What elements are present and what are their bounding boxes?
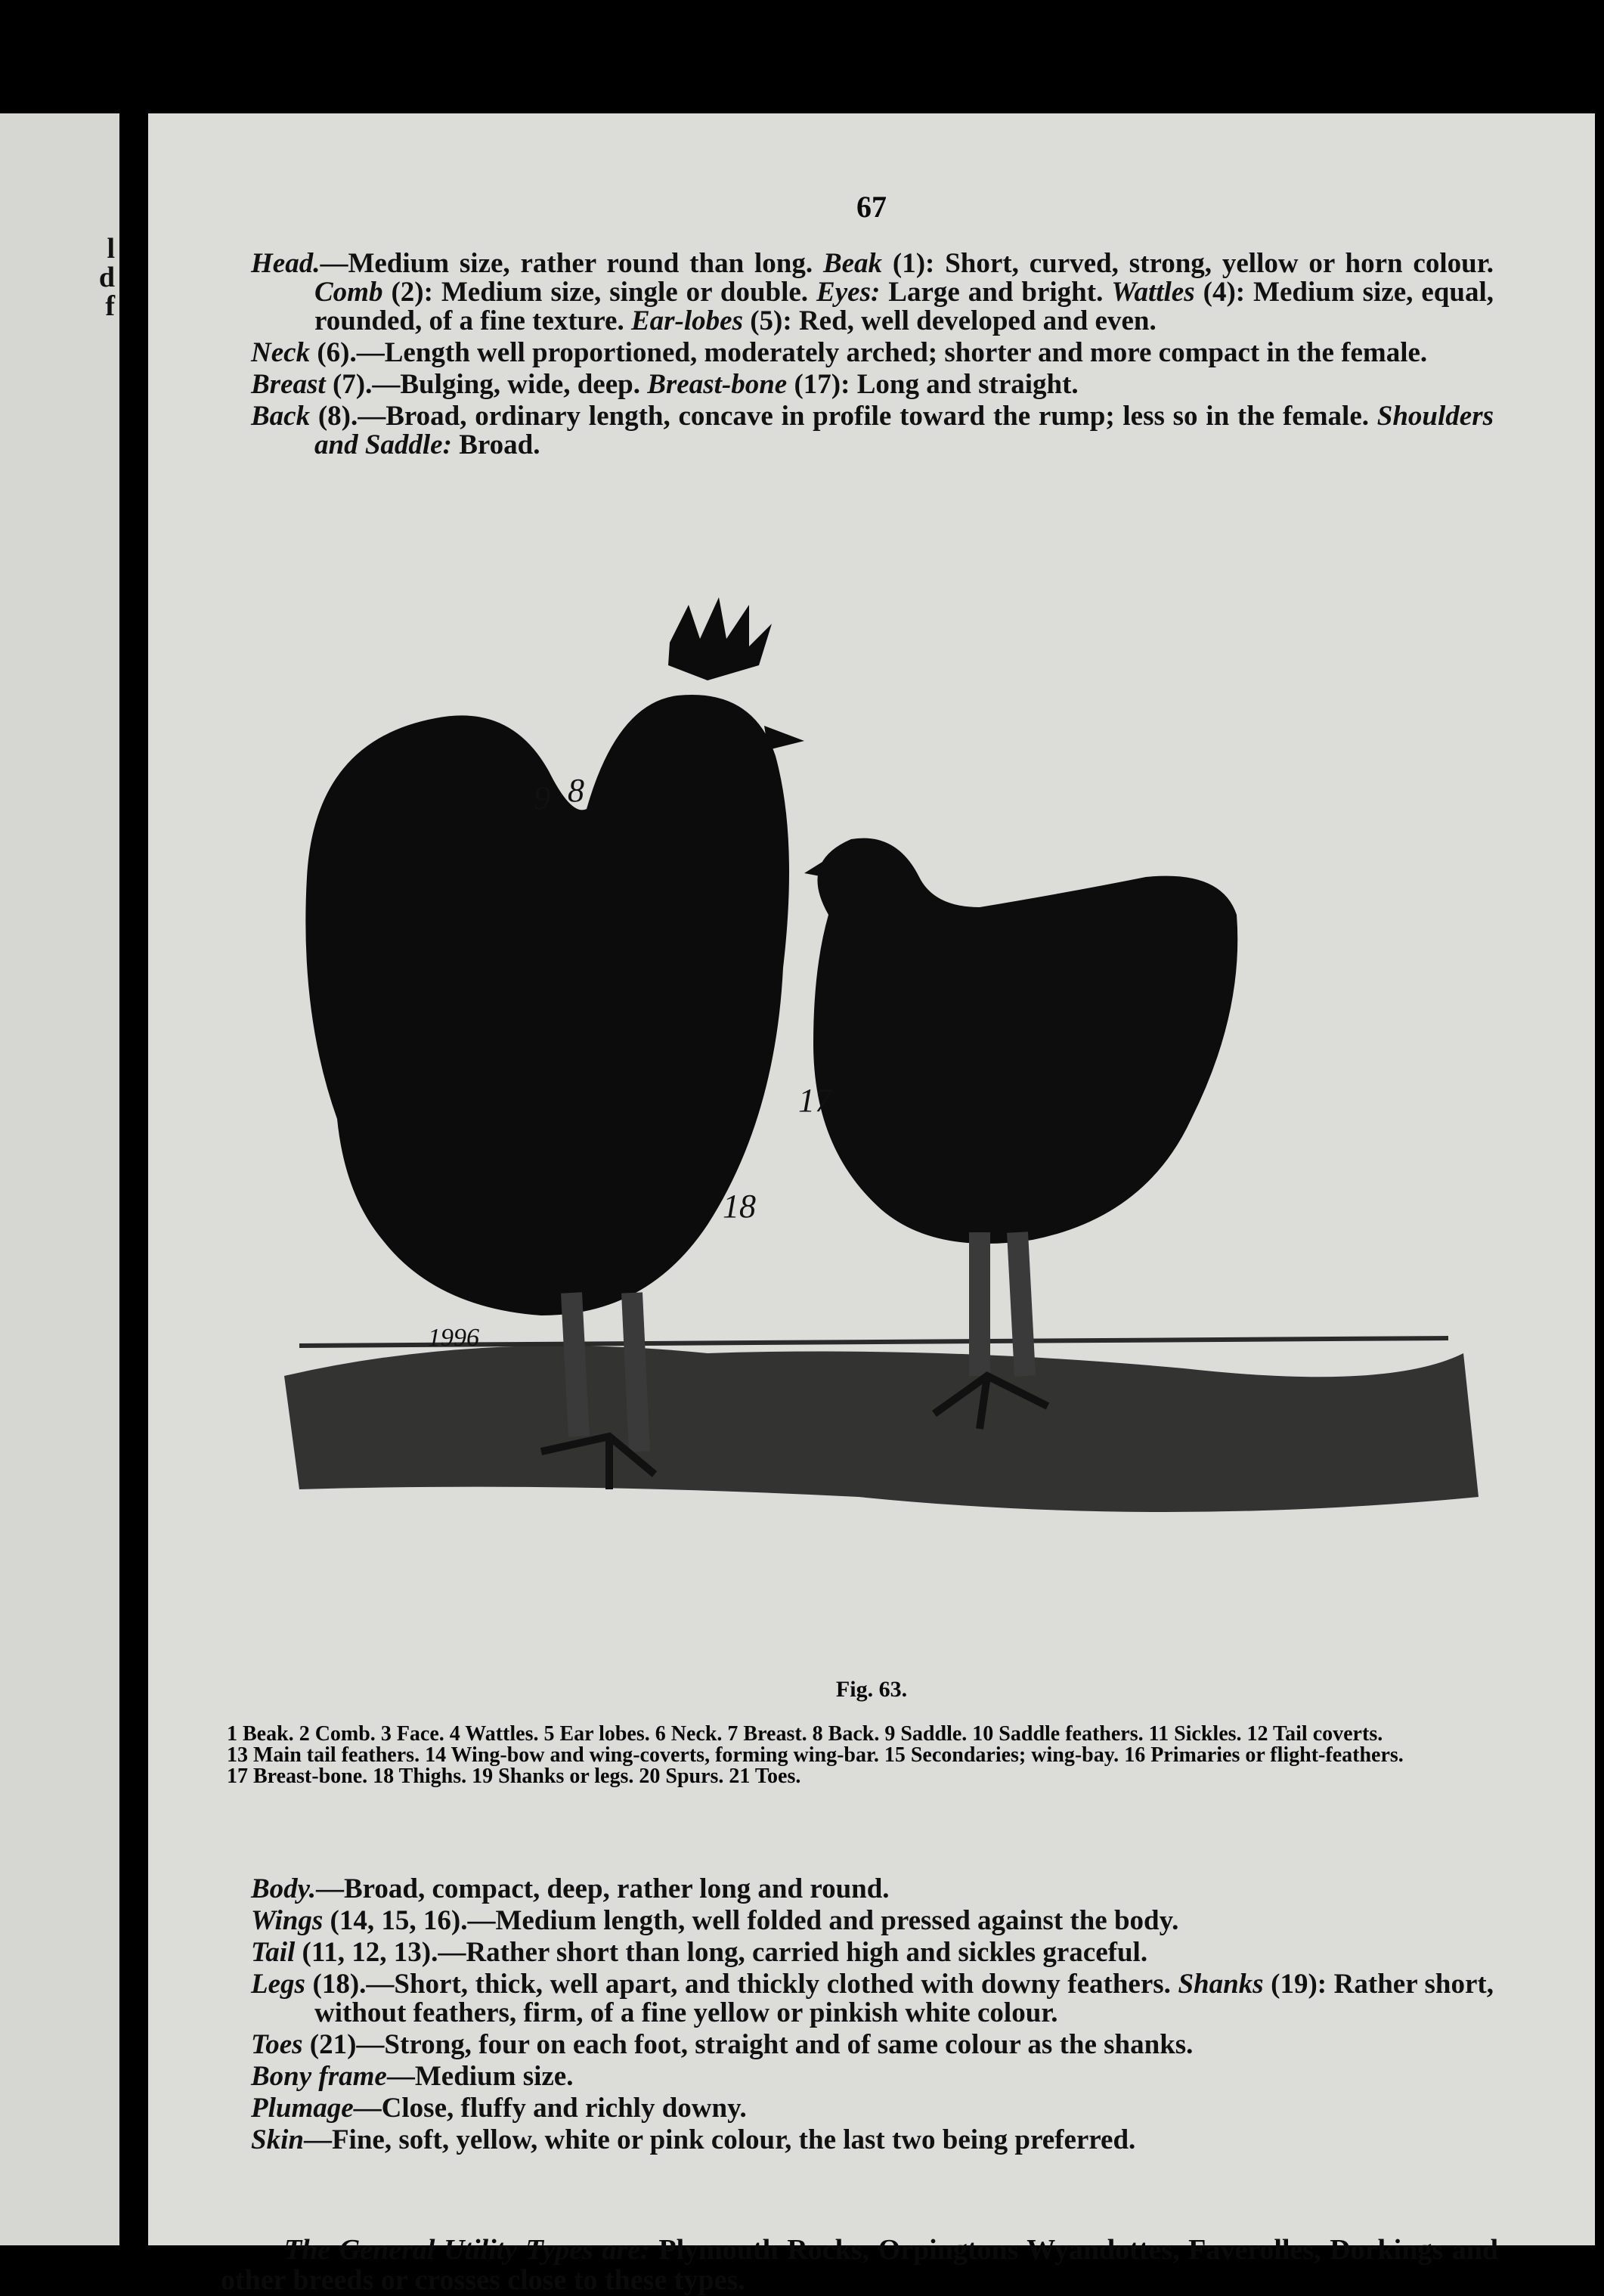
legend-item: 14 Wing-bow and wing-coverts, forming wing-bar.: [425, 1743, 879, 1767]
term-label: Eyes:: [816, 277, 881, 308]
legend-item: 18 Thighs.: [373, 1765, 467, 1788]
lower-description: [251, 1875, 1494, 2158]
term-label: Tail: [251, 1937, 296, 1968]
paragraph: [251, 2031, 1494, 2059]
legend-item: 3 Face.: [380, 1722, 444, 1746]
run-text: (5): Red, well developed and even.: [742, 305, 1157, 336]
term-label: Ear-lobes: [630, 305, 743, 336]
run-text: (17): Long and straight.: [787, 369, 1079, 400]
label-number: 18: [723, 1188, 756, 1225]
legend-item: 15 Secondaries; wing-bay.: [884, 1743, 1119, 1767]
legend-item: 8 Back.: [812, 1722, 880, 1746]
term-label: The General Utility Types are:: [284, 2234, 650, 2266]
engraver-mark: 1996: [428, 1324, 479, 1352]
term-label: Comb: [314, 277, 383, 308]
term-label: Back: [251, 401, 311, 432]
term-label: Beak: [822, 248, 883, 279]
left-page-fragment: l d f: [98, 233, 115, 322]
page-number: 67: [856, 190, 887, 224]
figure-legend: [227, 1724, 1512, 1787]
term-label: Plumage: [251, 2093, 354, 2124]
run-text: —Close, fluffy and richly downy.: [353, 2093, 747, 2124]
label-number: 17: [798, 1082, 831, 1119]
paragraph: [251, 1938, 1494, 1967]
run-text: —Medium size, rather round than long.: [320, 248, 823, 279]
label-number: 8: [568, 772, 584, 809]
closing-paragraph: [221, 2235, 1498, 2295]
term-label: Bony frame: [251, 2061, 387, 2092]
run-text: (6).—Length well proportioned, moderately arched; shorter and more compact in the female.: [310, 337, 1428, 368]
run-text: (2): Medium size, single or double.: [382, 277, 817, 308]
run-text: Plymouth Rocks, Orpingtons Wyandottes, Faverolles, Dorkings and other breeds or crosses close to these types.: [221, 2234, 1498, 2296]
term-label: Neck: [251, 337, 311, 368]
run-text: (11, 12, 13).—Rather short than long, carried high and sickles graceful.: [295, 1937, 1148, 1968]
paragraph: [251, 2094, 1494, 2123]
legend-item: 20 Spurs.: [639, 1765, 724, 1788]
legend-item: 11 Sickles.: [1148, 1722, 1242, 1746]
run-text: —Medium size.: [386, 2061, 574, 2092]
legend-item: 6 Neck.: [655, 1722, 723, 1746]
term-label: Toes: [251, 2029, 303, 2060]
paragraph: [251, 2062, 1494, 2091]
term-label: Breast: [251, 369, 326, 400]
paragraph: [251, 1907, 1494, 1935]
legend-item: 17 Breast-bone.: [227, 1765, 368, 1788]
figure-caption: Fig. 63.: [835, 1677, 908, 1702]
legend-item: 21 Toes.: [729, 1765, 801, 1788]
run-text: (19): Rather short, without feathers, firm, of a fine yellow or pinkish white colour.: [314, 1969, 1494, 2028]
legend-item: 19 Shanks or legs.: [472, 1765, 634, 1788]
book-page: [148, 113, 1595, 2296]
term-label: Breast-bone: [647, 369, 788, 400]
paragraph: [251, 249, 1494, 336]
legend-item: 10 Saddle feathers.: [972, 1722, 1144, 1746]
term-label: Wattles: [1111, 277, 1195, 308]
term-label: Head.: [251, 248, 320, 279]
term-label: Shanks: [1178, 1969, 1264, 2000]
run-text: Large and bright.: [880, 277, 1112, 308]
upper-description: [251, 249, 1494, 463]
legend-item: 2 Comb.: [299, 1722, 376, 1746]
legend-item: 7 Breast.: [727, 1722, 807, 1746]
rooster-and-hen-illustration: [254, 590, 1479, 1633]
legend-item: 1 Beak.: [227, 1722, 294, 1746]
paragraph: [251, 402, 1494, 460]
run-text: (4): Medium size, equal, rounded, of a fine texture.: [314, 277, 1494, 336]
paragraph: [251, 1875, 1494, 1904]
legend-item: 13 Main tail feathers.: [227, 1743, 420, 1767]
run-text: Broad.: [451, 429, 540, 460]
run-text: —Fine, soft, yellow, white or pink colour, the last two being preferred.: [303, 2124, 1136, 2155]
run-text: (14, 15, 16).—Medium length, well folded and pressed against the body.: [323, 1905, 1179, 1936]
term-label: Skin: [251, 2124, 304, 2155]
run-text: (7).—Bulging, wide, deep.: [325, 369, 648, 400]
left-page-edge: [0, 113, 119, 2245]
legend-item: 9 Saddle.: [884, 1722, 968, 1746]
run-text: —Broad, compact, deep, rather long and round.: [315, 1873, 890, 1904]
legend-item: 5 Ear lobes.: [543, 1722, 650, 1746]
legend-item: 12 Tail coverts.: [1246, 1722, 1383, 1746]
run-text: (1): Short, curved, strong, yellow or horn colour.: [882, 248, 1494, 279]
term-label: Wings: [251, 1905, 324, 1936]
paragraph: [251, 339, 1494, 367]
legend-item: 16 Primaries or flight-feathers.: [1124, 1743, 1404, 1767]
label-number: 9: [534, 779, 550, 816]
paragraph: [251, 370, 1494, 399]
term-label: Shoulders and Saddle:: [314, 401, 1494, 460]
run-text: (8).—Broad, ordinary length, concave in profile toward the rump; less so in the female.: [310, 401, 1377, 432]
paragraph: [251, 1970, 1494, 2028]
paragraph: [251, 2126, 1494, 2155]
run-text: (21)—Strong, four on each foot, straight and of same colour as the shanks.: [302, 2029, 1194, 2060]
ground-texture: [284, 1338, 1479, 1512]
run-text: (18).—Short, thick, well apart, and thickly clothed with downy feathers.: [305, 1969, 1178, 2000]
term-label: Legs: [251, 1969, 305, 2000]
term-label: Body.: [251, 1873, 316, 1904]
legend-item: 4 Wattles.: [449, 1722, 539, 1746]
